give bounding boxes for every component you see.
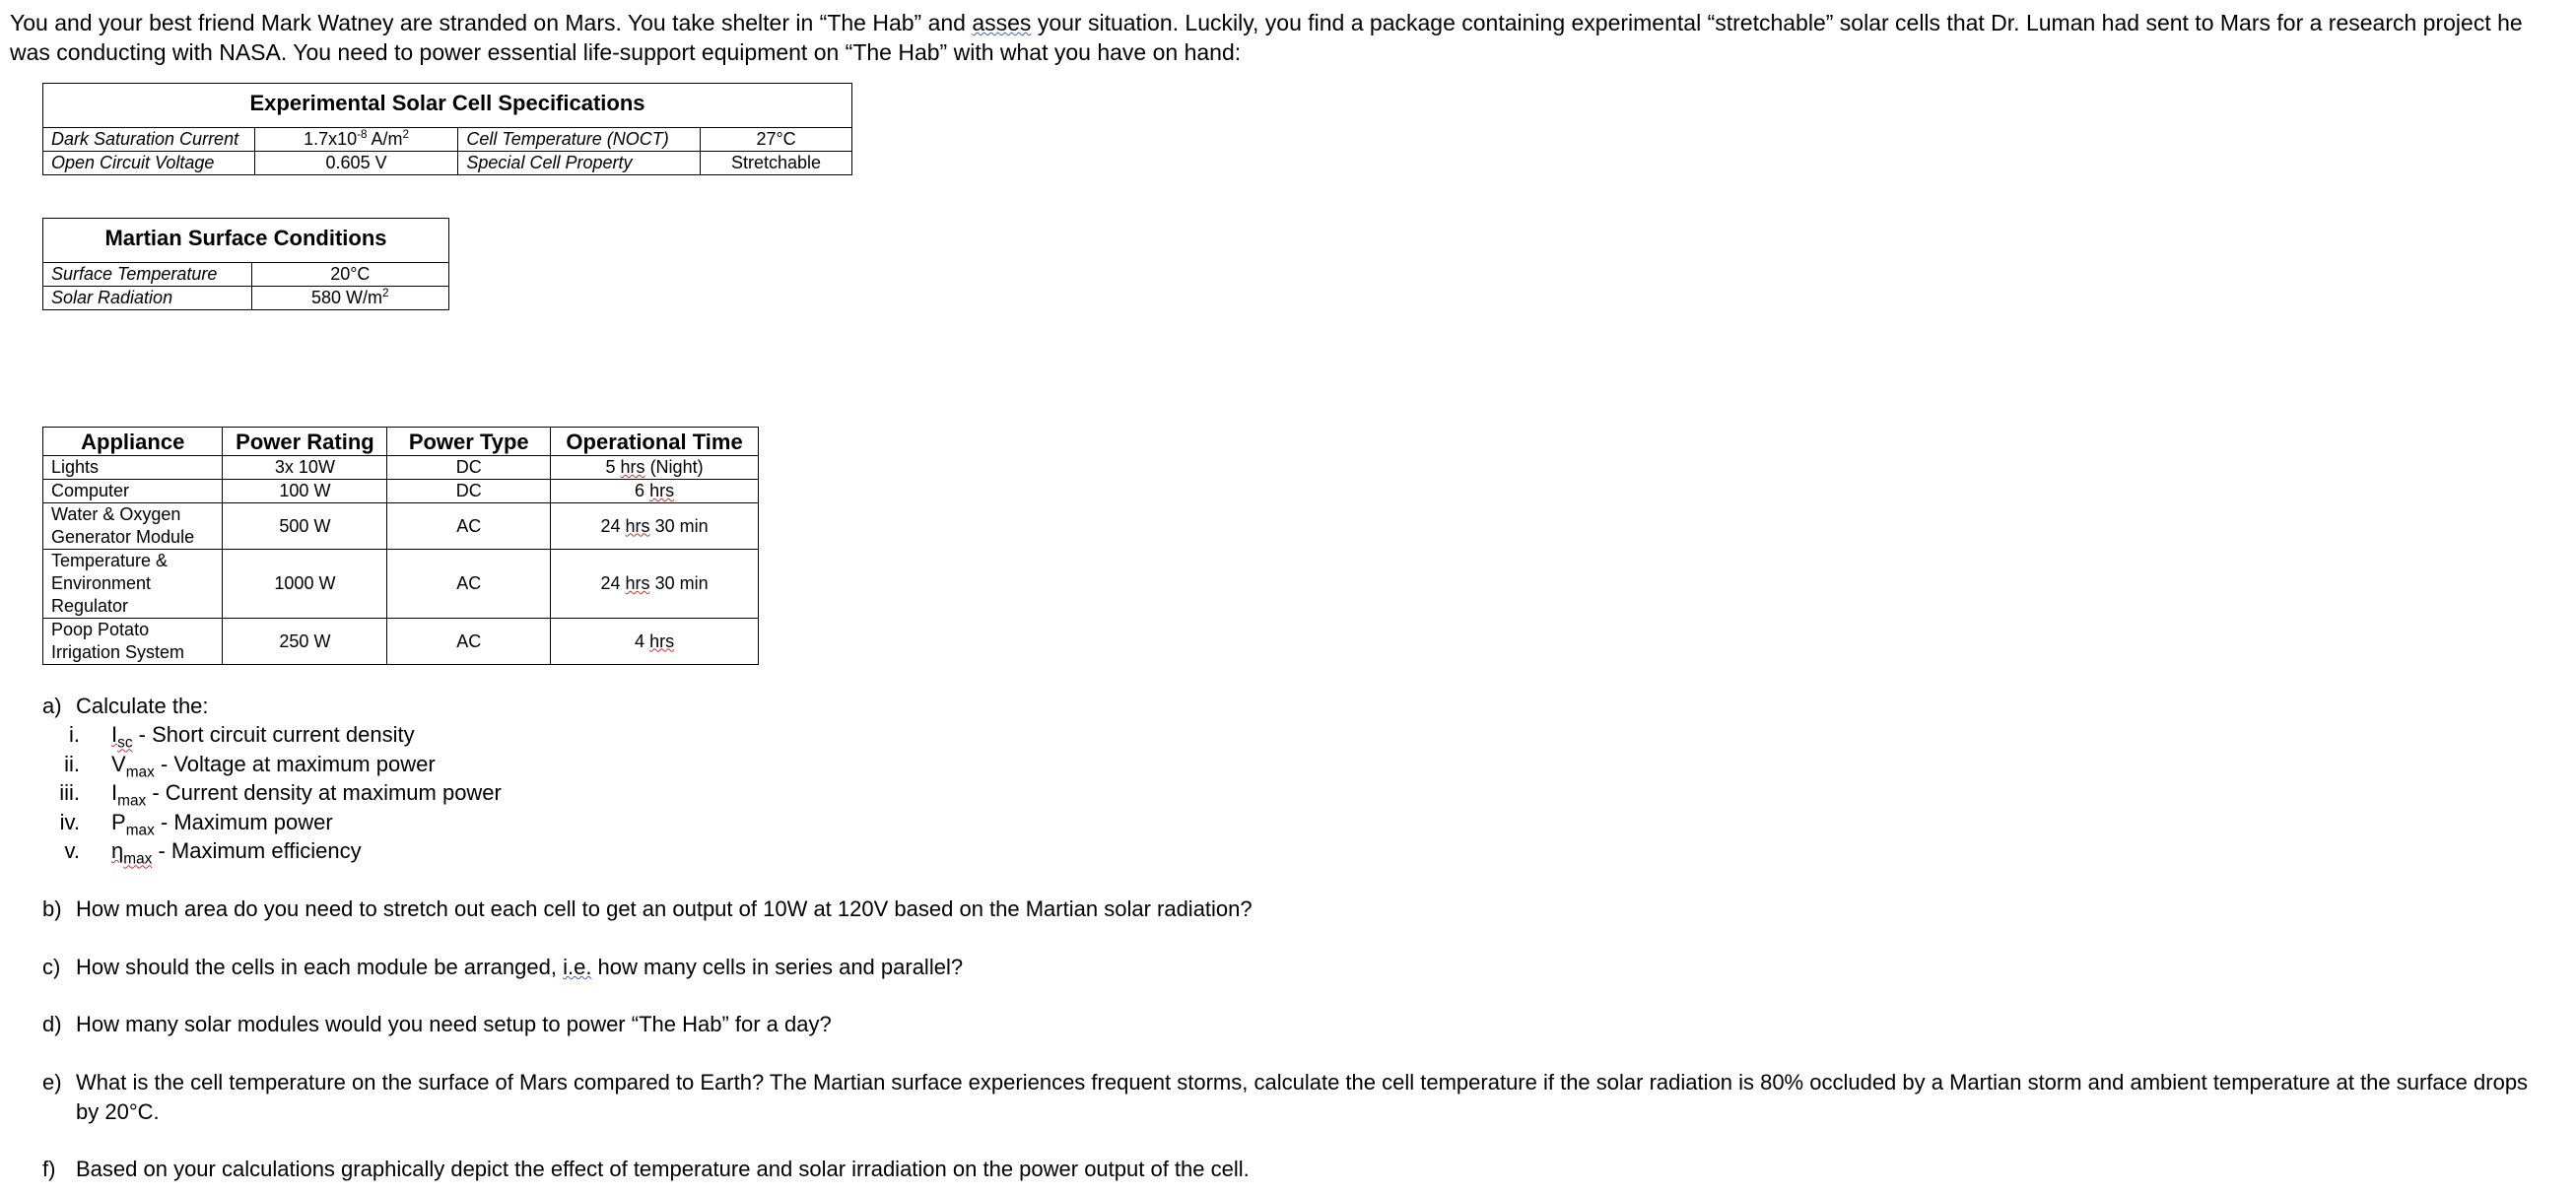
appliance-time: 24 hrs 30 min [551, 503, 759, 550]
spec-table-title: Experimental Solar Cell Specifications [43, 84, 852, 124]
appliance-table [42, 427, 759, 665]
table-row [43, 456, 759, 480]
table-row [43, 480, 759, 503]
cond-label-solar-radiation: Solar Radiation [43, 287, 252, 310]
table-row [43, 550, 759, 619]
table-row [43, 619, 759, 665]
spec-label-cell-temp: Cell Temperature (NOCT) [458, 128, 701, 152]
table-row [43, 503, 759, 550]
question-a-item: i. $I_{sc}$ - Short circuit current density [69, 722, 415, 752]
appliance-time: 24 hrs 30 min [551, 550, 759, 619]
question-c-label: c) [42, 955, 61, 979]
spec-label-open-circuit: Open Circuit Voltage [43, 152, 255, 175]
appliance-rating: 250 W [223, 619, 387, 665]
intro-word-asses: asses [972, 10, 1032, 35]
question-d [42, 1010, 2545, 1039]
question-b-label: b) [42, 896, 62, 921]
question-f-text: Based on your calculations graphically depict the effect of temperature and solar irradiation on the power output of the cell. [76, 1157, 1250, 1181]
appliance-name: Computer [43, 480, 223, 503]
martian-conditions-table [42, 218, 449, 310]
appliance-rating: 1000 W [223, 550, 387, 619]
question-c [42, 953, 2545, 982]
appliance-rating: 500 W [223, 503, 387, 550]
question-f-label: f) [42, 1157, 56, 1181]
question-b [42, 895, 2545, 924]
question-a-item: ii. $V_{max}$ - Voltage at maximum power [64, 752, 436, 781]
spec-value-dark-saturation: $1.7x10^{-8}$ $A/m^2$ [254, 128, 458, 152]
question-d-text: How many solar modules would you need setup to power “The Hab” for a day? [76, 1012, 832, 1036]
col-header-power-rating: Power Rating [223, 428, 387, 456]
question-a-item: iv. $P_{max}$ - Maximum power [59, 810, 333, 839]
appliance-time: 5 hrs (Night) [551, 456, 759, 480]
appliance-type: AC [387, 550, 551, 619]
spec-value-cell-temp: 27°C [701, 128, 852, 152]
appliance-type: AC [387, 503, 551, 550]
appliance-rating: 3x 10W [223, 456, 387, 480]
question-d-label: d) [42, 1012, 62, 1036]
spec-value-open-circuit: 0.605 V [254, 152, 458, 175]
question-e [42, 1068, 2545, 1126]
appliance-header-row [43, 428, 759, 456]
appliance-type: DC [387, 480, 551, 503]
question-e-text: What is the cell temperature on the surface of Mars compared to Earth? The Martian surface experiences frequent storms, calculate the cell temperature if the solar radiation is 80% occluded by a Martian storm and ambient temperature at the surface drops by 20°C. [76, 1070, 2529, 1124]
question-e-label: e) [42, 1070, 62, 1094]
spec-label-special-property: Special Cell Property [458, 152, 701, 175]
col-header-appliance: Appliance [43, 428, 223, 456]
appliance-rating: 100 W [223, 480, 387, 503]
question-b-text: How much area do you need to stretch out each cell to get an output of 10W at 120V based on the Martian solar radiation? [76, 896, 1253, 921]
appliance-type: AC [387, 619, 551, 665]
question-a-item: v. $\eta_{max}$ - Maximum efficiency [64, 838, 362, 868]
question-a-item: iii. $I_{max}$ - Current density at maximum power [59, 780, 502, 810]
spec-value-special-property: Stretchable [701, 152, 852, 175]
appliance-time: 6 hrs [551, 480, 759, 503]
cond-value-surface-temp: 20°C [251, 263, 448, 287]
question-c-text: How should the cells in each module be arranged, i.e. how many cells in series and parallel? [76, 955, 964, 979]
solar-cell-spec-table [42, 83, 852, 175]
conditions-table-title: Martian Surface Conditions [43, 219, 449, 259]
spec-label-dark-saturation: Dark Saturation Current [43, 128, 255, 152]
col-header-operational-time: Operational Time [551, 428, 759, 456]
question-a-label: a) [42, 694, 62, 718]
appliance-name: Lights [43, 456, 223, 480]
appliance-time: 4 hrs [551, 619, 759, 665]
col-header-power-type: Power Type [387, 428, 551, 456]
appliance-name: Temperature & Environment Regulator [43, 550, 223, 619]
appliance-type: DC [387, 456, 551, 480]
cond-label-surface-temp: Surface Temperature [43, 263, 252, 287]
question-a [42, 692, 209, 721]
intro-text-1: You and your best friend Mark Watney are stranded on Mars. You take shelter in “The Hab” and [10, 10, 973, 35]
question-f [42, 1155, 2545, 1184]
question-a-text: Calculate the: [76, 694, 209, 718]
appliance-name: Water & Oxygen Generator Module [43, 503, 223, 550]
appliance-name: Poop Potato Irrigation System [43, 619, 223, 665]
intro-text-2: your situation. Luckily, you find a package containing experimental “stretchable” solar cells that Dr. Luman had sent to Mars for a research project he was conducting with NASA. You need to power essential life-support equipment on “The Hab” with what you have on hand: [10, 10, 2523, 65]
intro-paragraph [10, 8, 2564, 67]
cond-value-solar-radiation: 580 $W/m^2$ [251, 287, 448, 310]
